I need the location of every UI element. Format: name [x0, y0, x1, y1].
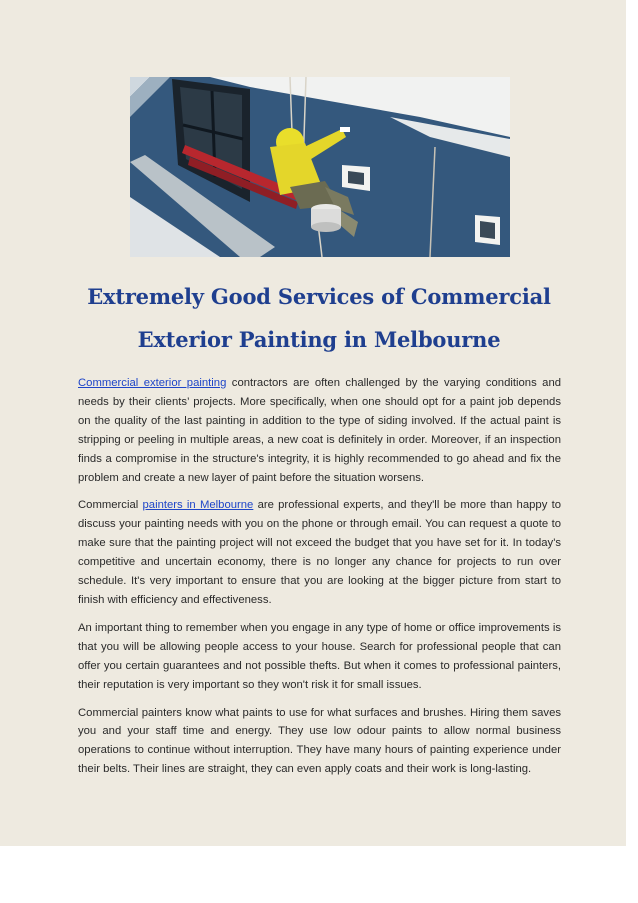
- article-body: [78, 374, 561, 788]
- paragraph-1: [78, 374, 561, 487]
- paragraph-2-text-before: Commercial: [78, 499, 143, 512]
- paragraph-2-text-after: are professional experts, and they'll be more than happy to discuss your painting needs with you on the phone or through email. You can request a quote to make sure that the painting project will not exceed the budget that you have set for it. In today's competitive and uncertain economy, there is no longer any chance for projects to run over schedule. It's very important to ensure that you are looking at the bigger picture from start to finish with efficiency and effectiveness.: [78, 499, 561, 606]
- paragraph-4: Commercial painters know what paints to use for what surfaces and brushes. Hiring them saves you and your staff time and energy. They use low odour paints to allow normal business operations to continue without interruption. They have many hours of painting experience under their belts. Their lines are straight, they can even apply coats and their work is long-lasting.: [78, 706, 561, 776]
- document-title-line-2: Exterior Painting in Melbourne: [137, 327, 501, 352]
- hero-photo-painter-on-wall: [130, 77, 510, 257]
- paragraph-2: [78, 496, 561, 609]
- document-title-line-1: Extremely Good Services of Commercial: [87, 284, 551, 309]
- paragraph-1-text: contractors are often challenged by the varying conditions and needs by their clients’ projects. More specifically, when one should opt for a paint job depends on the quality of the last painting in addition to the type of siding involved. If the actual paint is stripping or peeling in multiple areas, a new coat is definitely in order. Moreover, if an inspection finds a compromise in the structure's integrity, it is highly recommended to go ahead and fix the problem and create a new layer of paint before the situation worsens.: [78, 377, 562, 484]
- paragraph-3: An important thing to remember when you engage in any type of home or office improvements is that you will be allowing people access to your house. Search for professional people that can offer you certain guarantees and not possible thefts. But when it comes to professional painters, their reputation is very important so they won't risk it for small issues.: [78, 621, 561, 691]
- commercial-exterior-painting-link[interactable]: Commercial exterior painting: [78, 377, 227, 389]
- painters-in-melbourne-link[interactable]: painters in Melbourne: [142, 499, 254, 512]
